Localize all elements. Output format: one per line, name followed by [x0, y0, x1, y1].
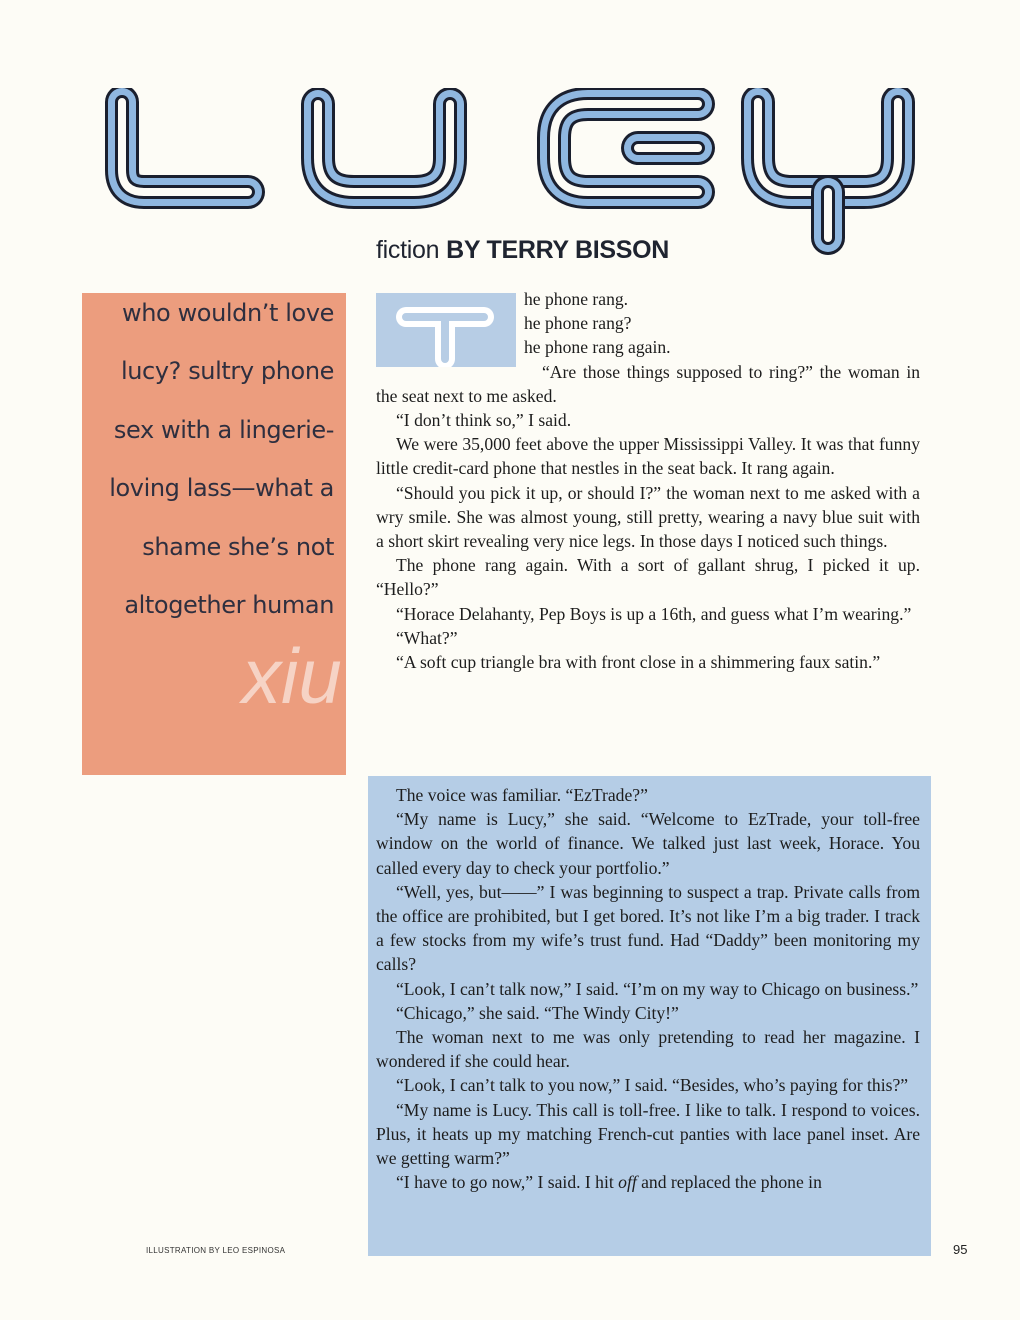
paragraph: “Look, I can’t talk to you now,” I said. “Besides, who’s paying for this?” [396, 1075, 909, 1096]
paragraph: We were 35,000 feet above the upper Mississippi Valley. It was that funny little credit-card phone that nestles in the seat back. It rang again. [376, 434, 920, 479]
opening-lines [376, 287, 920, 360]
text-run: and replaced the phone in [636, 1172, 822, 1193]
byline-prefix: fiction [376, 236, 440, 264]
paragraph [376, 1170, 920, 1194]
paragraph: The phone rang again. With a sort of gallant shrug, I picked it up. “Hello?” [376, 555, 920, 600]
paragraph: The voice was familiar. “EzTrade?” [396, 785, 648, 805]
paragraph: “Are those things supposed to ring?” the woman in the seat next to me asked. [376, 361, 920, 406]
byline-author: BY TERRY BISSON [446, 236, 670, 264]
teaser-line: shame she’s not [142, 533, 334, 561]
page-number: 95 [953, 1242, 968, 1257]
paragraph: “My name is Lucy,” she said. “Welcome to EzTrade, your toll-free window on the world of finance. We talked just last week, Horace. You called every day to check your portfolio.” [376, 809, 920, 878]
teaser-line: loving lass—what a [109, 474, 334, 502]
watermark: xiu [242, 632, 342, 720]
paragraph: “Look, I can’t talk now,” I said. “I’m on my way to Chicago on business.” [396, 978, 919, 999]
story-column-bottom [376, 783, 920, 1194]
paragraph: “A soft cup triangle bra with front close in a shimmering faux satin.” [396, 652, 881, 673]
teaser-line: sex with a lingerie- [113, 416, 334, 444]
teaser-line: altogether human [124, 591, 334, 619]
teaser-line: lucy? sultry phone [120, 357, 334, 385]
opening-line: he phone rang again. [524, 337, 671, 358]
text-run-italic: off [618, 1172, 637, 1193]
paragraph: “I don’t think so,” I said. [396, 410, 572, 431]
paragraph: “Chicago,” she said. “The Windy City!” [396, 1002, 679, 1023]
teaser-panel [82, 293, 346, 775]
teaser-line: who wouldn’t love [122, 299, 334, 327]
paragraph: “What?” [396, 627, 458, 648]
title-letter-u [318, 104, 450, 192]
illustration-credit: ILLUSTRATION BY LEO ESPINOSA [146, 1246, 286, 1255]
paragraph: “My name is Lucy. This call is toll-free. I like to talk. I respond to voices. Plus, it heats up my matching French-cut panties with lace panel inset. Are we getting warm?” [376, 1099, 920, 1169]
paragraph: “Should you pick it up, or should I?” the woman next to me asked with a wry smile. She was almost young, still pretty, wearing a navy blue suit with a short skirt revealing very nice legs. In those days I noticed such things. [376, 482, 920, 552]
story-column-top [376, 287, 920, 674]
paragraph: “Horace Delahanty, Pep Boys is up a 16th, and guess what I’m wearing.” [396, 603, 912, 624]
paragraph: “Well, yes, but——” I was beginning to suspect a trap. Private calls from the office are prohibited, but I get bored. It’s not like I’m a big trader. I track a few stocks from my wife’s trust fund. Had “Daddy” been monitoring my calls? [376, 881, 920, 975]
title-text: LUCY [498, 187, 504, 189]
opening-line: he phone rang? [524, 313, 632, 334]
byline [376, 236, 669, 265]
opening-line: he phone rang. [524, 289, 629, 309]
title-letter-c [554, 104, 698, 192]
text-run: “I have to go now,” I said. I hit [396, 1172, 619, 1193]
title-letter-y [758, 102, 898, 238]
paragraph: The woman next to me was only pretending to read her magazine. I wondered if she could hear. [376, 1027, 920, 1072]
drop-cap-letter: T [376, 293, 377, 294]
title-letter-l [122, 102, 248, 192]
